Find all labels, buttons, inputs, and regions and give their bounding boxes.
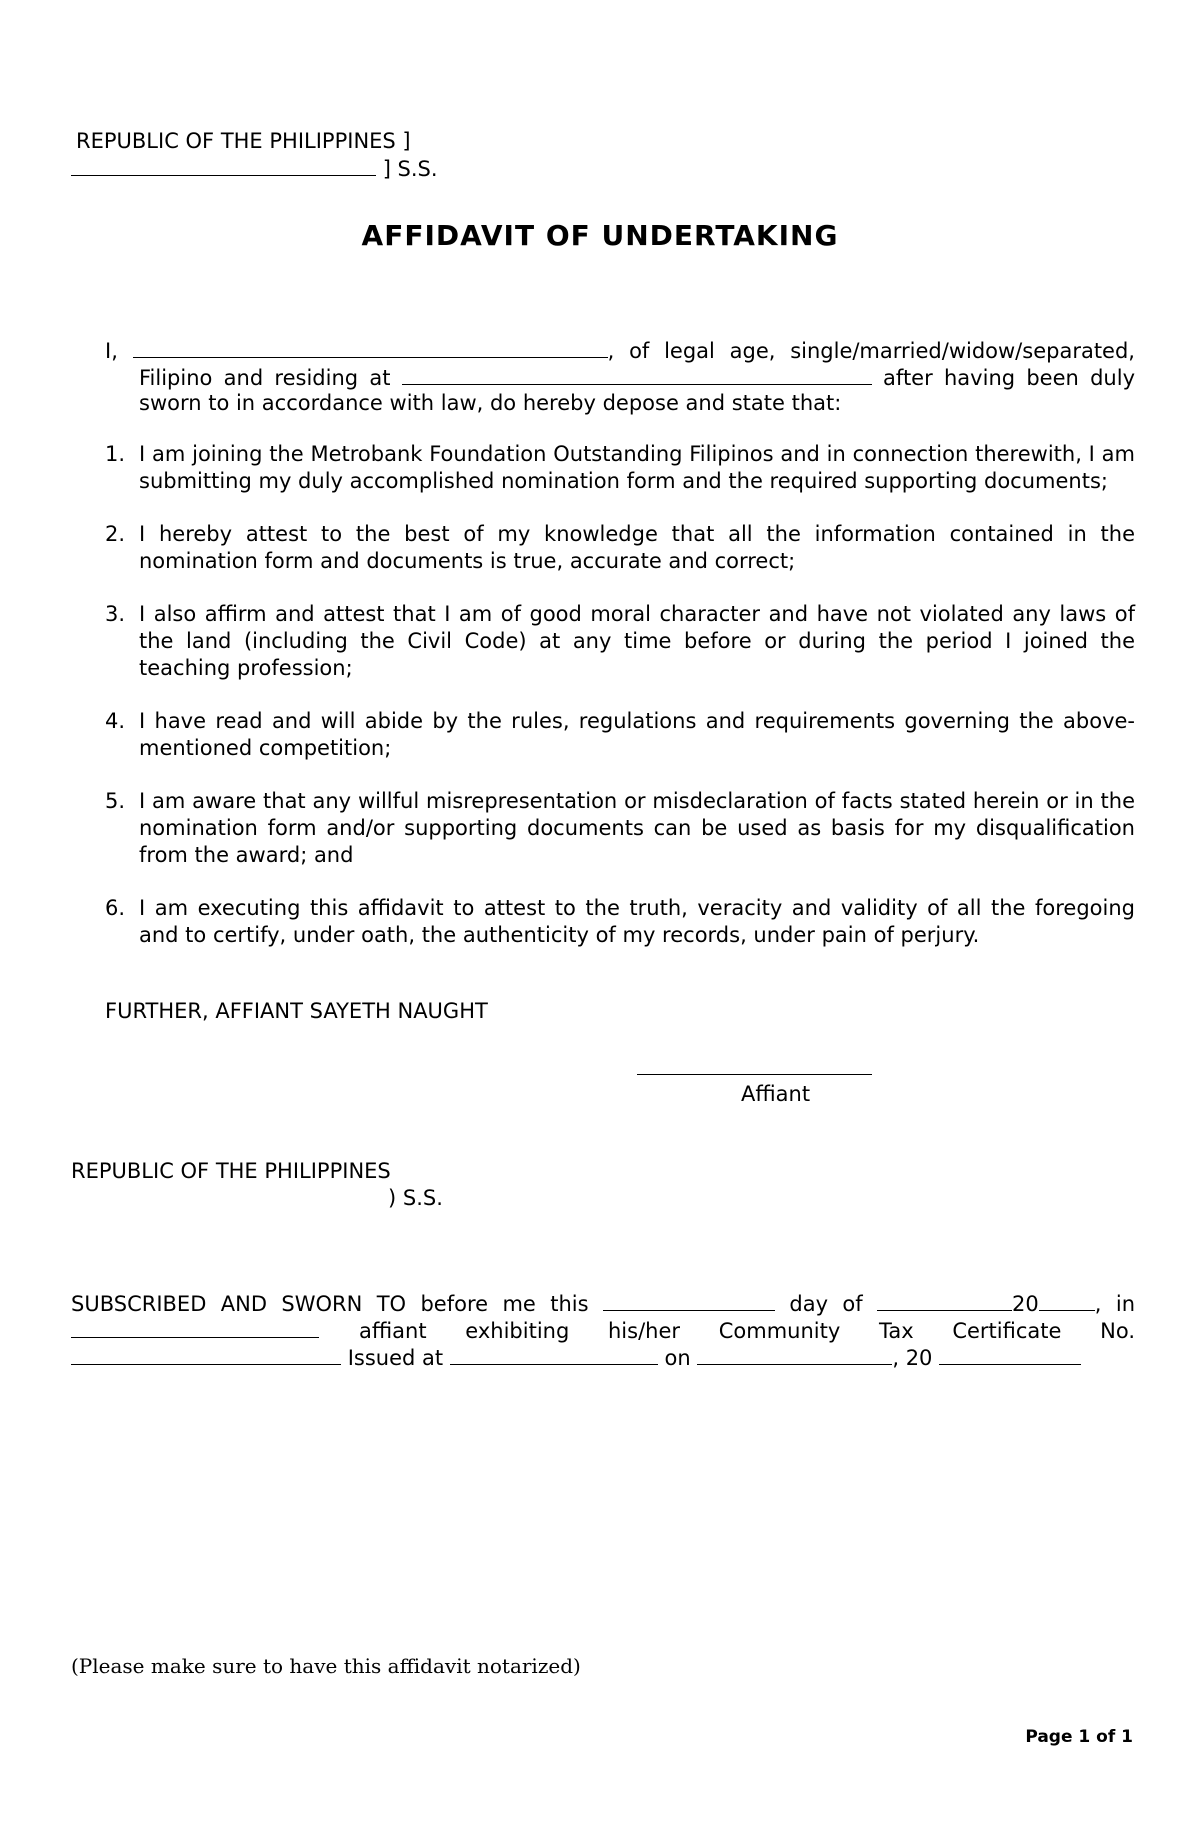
page-number: Page 1 of 1 bbox=[1025, 1727, 1133, 1747]
item-number: 1. bbox=[105, 442, 126, 466]
jurat-on: on bbox=[664, 1346, 691, 1370]
item-text: I hereby attest to the best of my knowledge that all the information contained in the nomination form and documents is true, accurate and correct; bbox=[139, 522, 1135, 573]
venue-ss: ] S.S. bbox=[382, 157, 438, 181]
item-number: 6. bbox=[105, 896, 126, 920]
address-blank bbox=[402, 364, 872, 385]
jurat-issued-at: Issued at bbox=[347, 1346, 444, 1370]
undertaking-item bbox=[105, 601, 1135, 682]
jurat-line-2 bbox=[71, 1317, 1135, 1345]
jurat-affiant-exhibiting: affiant exhibiting his/her Community Tax Certificate No. bbox=[359, 1319, 1135, 1343]
jurat-day-of: day of bbox=[789, 1292, 863, 1316]
place-blank bbox=[71, 1317, 319, 1338]
closing-statement: FURTHER, AFFIANT SAYETH NAUGHT bbox=[105, 999, 488, 1023]
undertaking-item bbox=[105, 521, 1135, 575]
item-number: 3. bbox=[105, 602, 126, 626]
item-text: I have read and will abide by the rules, regulations and requirements governing the above-mentioned competition; bbox=[139, 709, 1135, 760]
venue-blank bbox=[71, 155, 376, 176]
issued-place-blank bbox=[450, 1344, 658, 1365]
intro-residing: Filipino and residing at bbox=[139, 366, 391, 390]
venue-line-2 bbox=[71, 155, 438, 183]
intro-line-2 bbox=[139, 364, 1135, 392]
affiant-name-blank bbox=[133, 337, 608, 358]
month-blank bbox=[877, 1290, 1012, 1311]
jurat-venue-line-1: REPUBLIC OF THE PHILIPPINES bbox=[71, 1159, 391, 1183]
month-year-field bbox=[877, 1292, 1135, 1316]
year-blank bbox=[1039, 1290, 1095, 1311]
intro-line-1 bbox=[105, 337, 1135, 365]
item-text: I am joining the Metrobank Foundation Outstanding Filipinos and in connection therewith, I am submitting my duly accomplished nomination form and the required supporting documents; bbox=[139, 442, 1135, 493]
item-number: 5. bbox=[105, 789, 126, 813]
day-blank bbox=[603, 1290, 775, 1311]
affiant-label: Affiant bbox=[741, 1082, 811, 1106]
item-text: I am aware that any willful misrepresentation or misdeclaration of facts stated herein or in the nomination form and/or supporting documents can be used as basis for my disqualification from the award; and bbox=[139, 789, 1135, 867]
document-title: AFFIDAVIT OF UNDERTAKING bbox=[361, 219, 839, 252]
intro-line-3: sworn to in accordance with law, do hereby depose and state that: bbox=[139, 391, 842, 415]
jurat-line-1 bbox=[71, 1290, 1135, 1318]
item-text: I am executing this affidavit to attest to the truth, veracity and validity of all the foregoing and to certify, under oath, the authenticity of my records, under pain of perjury. bbox=[139, 896, 1135, 947]
undertaking-item bbox=[105, 895, 1135, 949]
year-prefix: 20 bbox=[1012, 1292, 1039, 1316]
notarization-note: (Please make sure to have this affidavit notarized) bbox=[71, 1654, 581, 1678]
jurat-venue-line-2: ) S.S. bbox=[388, 1186, 443, 1210]
intro-duly: after having been duly bbox=[883, 366, 1136, 390]
affiant-signature-line bbox=[637, 1054, 872, 1075]
issued-year-blank bbox=[939, 1344, 1081, 1365]
intro-after-name: , of legal age, single/married/widow/separated, bbox=[607, 339, 1135, 363]
undertaking-list bbox=[105, 441, 1135, 975]
issued-date-blank bbox=[697, 1344, 892, 1365]
undertaking-item bbox=[105, 441, 1135, 495]
item-number: 4. bbox=[105, 709, 126, 733]
intro-prefix: I, bbox=[105, 339, 118, 363]
undertaking-item bbox=[105, 708, 1135, 762]
jurat-subscribed: SUBSCRIBED AND SWORN TO before me this bbox=[71, 1292, 589, 1316]
item-text: I also affirm and attest that I am of good moral character and have not violated any laws of the land (including the Civil Code) at any time before or during the period I joined the teaching profession; bbox=[139, 602, 1135, 680]
jurat-in: , in bbox=[1094, 1292, 1135, 1316]
undertaking-item bbox=[105, 788, 1135, 869]
year2-prefix: , 20 bbox=[892, 1346, 933, 1370]
item-number: 2. bbox=[105, 522, 126, 546]
venue-line-1: REPUBLIC OF THE PHILIPPINES ] bbox=[76, 129, 411, 153]
ctc-number-blank bbox=[71, 1344, 341, 1365]
jurat-line-3 bbox=[71, 1344, 1135, 1372]
